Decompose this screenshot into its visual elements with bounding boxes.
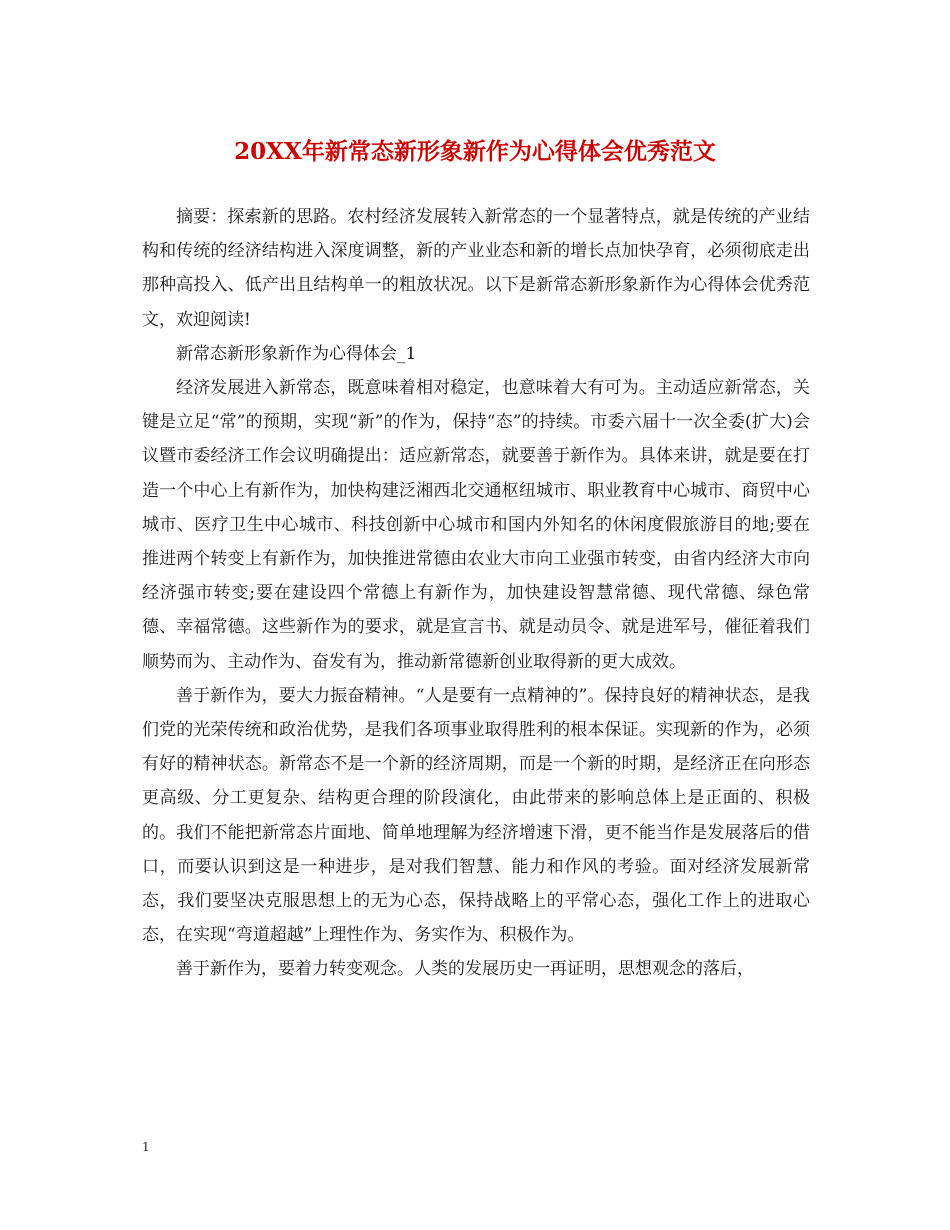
paragraph: 经济发展进入新常态，既意味着相对稳定，也意味着大有可为。主动适应新常态，关键是立足“常”的预期，实现“新”的作为，保持“态”的持续。市委六届十一次全委(扩大)会议暨市委经济工作会议明确提出：适应新常态，就要善于新作为。具体来讲，就是要在打造一个中心上有新作为，加快构建泛湘西北交通枢纽城市、职业教育中心城市、商贸中心城市、医疗卫生中心城市、科技创新中心城市和国内外知名的休闲度假旅游目的地;要在推进两个转变上有新作为，加快推进常德由农业大市向工业强市转变，由省内经济大市向经济强市转变;要在建设四个常德上有新作为，加快建设智慧常德、现代常德、绿色常德、幸福常德。这些新作为的要求，就是宣言书、就是动员令、就是进军号，催征着我们顺势而为、主动作为、奋发有为，推动新常德新创业取得新的更大成效。	[142, 378, 810, 672]
paragraph: 善于新作为，要着力转变观念。人类的发展历史一再证明，思想观念的落后，	[176, 959, 754, 980]
document-title: 20XX年新常态新形象新作为心得体会优秀范文	[234, 138, 716, 165]
paragraph: 善于新作为，要大力振奋精神。“人是要有一点精神的”。保持良好的精神状态，是我们党的光荣传统和政治优势，是我们各项事业取得胜利的根本保证。实现新的作为，必须有好的精神状态。新常态不是一个新的经济周期，而是一个新的时期，是经济正在向形态更高级、分工更复杂、结构更合理的阶段演化，由此带来的影响总体上是正面的、积极的。我们不能把新常态片面地、简单地理解为经济增速下滑，更不能当作是发展落后的借口，而要认识到这是一种进步，是对我们智慧、能力和作风的考验。面对经济发展新常态，我们要坚决克服思想上的无为心态，保持战略上的平常心态，强化工作上的进取心态，在实现“弯道超越”上理性作为、务实作为、积极作为。	[142, 685, 810, 946]
section-heading: 新常态新形象新作为心得体会_1	[176, 343, 417, 364]
document-body	[142, 200, 810, 987]
page-number: 1	[142, 1140, 150, 1154]
paragraph-abstract: 摘要：探索新的思路。农村经济发展转入新常态的一个显著特点，就是传统的产业结构和传统的经济结构进入深度调整，新的产业业态和新的增长点加快孕育，必须彻底走出那种高投入、低产出且结构单一的粗放状况。以下是新常态新形象新作为心得体会优秀范文，欢迎阅读!	[142, 207, 810, 330]
